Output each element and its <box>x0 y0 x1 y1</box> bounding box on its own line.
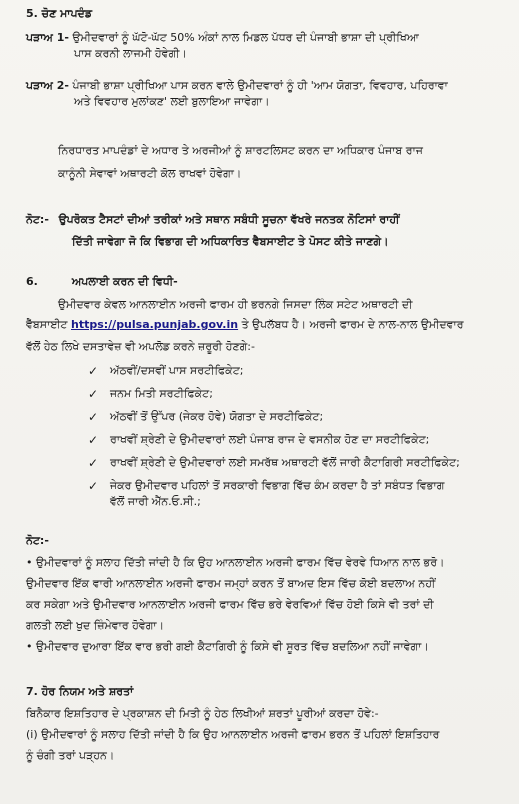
pulsa-website-link[interactable]: https://pulsa.punjab.gov.in <box>70 318 239 331</box>
list-item: ✓ ਰਾਖਵੀਂ ਸ਼੍ਰੇਣੀ ਦੇ ਉਮੀਦਵਾਰਾਂ ਲਈ ਪੰਜਾਬ ਰਾਜ ਦੇ ਵਸਨੀਕ ਹੋਣ ਦਾ ਸਰਟੀਫਿਕੇਟ; <box>88 433 430 447</box>
note-1-line-4: ਗਲਤੀ ਲਈ ਖੁਦ ਜ਼ਿੰਮੇਵਾਰ ਹੋਵੇਗਾ। <box>26 619 164 632</box>
bullet-icon: • <box>26 640 33 653</box>
section-6-title: ਅਪਲਾਈ ਕਰਨ ਦੀ ਵਿਧੀ- <box>71 275 178 288</box>
section-6-note-bullets <box>26 555 503 655</box>
note-line-1: ਉਪਰੋਕਤ ਟੈਸਟਾਂ ਦੀਆਂ ਤਰੀਕਾਂ ਅਤੇ ਸਥਾਨ ਸਬੰਧੀ ਸੂਚਨਾ ਵੱਖਰੇ ਜਨਤਕ ਨੋਟਿਸਾਂ ਰਾਹੀਂ <box>58 213 400 226</box>
documents-list <box>26 363 503 510</box>
list-item: ✓ ਰਾਖਵੀਂ ਸ਼੍ਰੇਣੀ ਦੇ ਉਮੀਦਵਾਰਾਂ ਲਈ ਸਮਰੱਥ ਅਥਾਰਟੀ ਵੱਲੋਂ ਜਾਰੀ ਕੈਟਾਗਿਰੀ ਸਰਟੀਫਿਕੇਟ; <box>88 456 460 470</box>
section-6-body-2 <box>26 317 503 355</box>
section-6-note-label: ਨੋਟ:- <box>26 534 49 547</box>
list-item: ✓ ਅੱਠਵੀਂ ਤੋਂ ਉੱਪਰ (ਜੇਕਰ ਹੋਵੇ) ਯੋਗਤਾ ਦੇ ਸਰਟੀਫਿਕੇਟ; <box>88 410 324 424</box>
section-7-line-2: (i) ਉਮੀਦਵਾਰਾਂ ਨੂੰ ਸਲਾਹ ਦਿੱਤੀ ਜਾਂਦੀ ਹੈ ਕਿ ਉਹ ਆਨਲਾਈਨ ਅਰਜੀ ਫਾਰਮ ਭਰਨ ਤੋਂ ਪਹਿਲਾਂ ਇਸ਼ਤਿਹਾਰ <box>26 728 440 741</box>
stage-1-text-continued: ਪਾਸ ਕਰਨੀ ਲਾਜਮੀ ਹੋਵੇਗੀ। <box>74 47 187 60</box>
section-6-line-1: ਉਮੀਦਵਾਰ ਕੇਵਲ ਆਨਲਾਈਨ ਅਰਜੀ ਫਾਰਮ ਹੀ ਭਰਨਗੇ ਜਿਸਦਾ ਲਿੰਕ ਸਟੇਟ ਅਥਾਰਟੀ ਦੀ <box>58 298 413 311</box>
section-5-title: 5. ਚੋਣ ਮਾਪਦੰਡ <box>26 7 92 20</box>
list-item: ✓ ਜੇਕਰ ਉਮੀਦਵਾਰ ਪਹਿਲਾਂ ਤੋਂ ਸਰਕਾਰੀ ਵਿਭਾਗ ਵਿੱਚ ਕੰਮ ਕਰਦਾ ਹੈ ਤਾਂ ਸਬੰਧਤ ਵਿਭਾਗ ਵੱਲੋਂ ਜਾਰੀ ਐੱਨ.ਓ.ਸੀ.; <box>88 479 445 508</box>
section-6-note <box>26 533 503 549</box>
stage-2-label: ਪੜਾਅ 2- <box>26 79 69 92</box>
list-item: ✓ ਅੱਠਵੀਂ/ਦਸਵੀਂ ਪਾਸ ਸਰਟੀਫਿਕੇਟ; <box>88 364 244 378</box>
section-5-note <box>26 212 503 250</box>
note-line-2: ਦਿੱਤੀ ਜਾਵੇਗਾ ਜੋ ਕਿ ਵਿਭਾਗ ਦੀ ਅਧਿਕਾਰਿਤ ਵੈਬਸਾਈਟ ਤੇ ਪੋਸਟ ਕੀਤੇ ਜਾਣਗੇ। <box>72 235 389 248</box>
stage-1-label: ਪੜਾਅ 1- <box>26 31 69 44</box>
note-1-line-2: ਉਮੀਦਵਾਰ ਇੱਕ ਵਾਰੀ ਆਨਲਾਈਨ ਅਰਜੀ ਫਾਰਮ ਜਮ੍ਹਾਂ ਕਰਨ ਤੋਂ ਬਾਅਦ ਇਸ ਵਿੱਚ ਕੋਈ ਬਦਲਾਅ ਨਹੀਂ <box>26 577 436 590</box>
note-1-line-3: ਕਰ ਸਕੇਗਾ ਅਤੇ ਉਮੀਦਵਾਰ ਆਨਲਾਈਨ ਅਰਜੀ ਫਾਰਮ ਵਿੱਚ ਭਰੇ ਵੇਰਵਿਆਂ ਵਿੱਚ ਹੋਈ ਕਿਸੇ ਵੀ ਤਰਾਂ ਦੀ <box>26 598 434 611</box>
bullet-icon: • <box>26 556 33 569</box>
stage-1 <box>26 30 503 62</box>
checkmark-icon: ✓ <box>88 387 99 401</box>
note-label: ਨੋਟ:- <box>26 213 49 226</box>
section-6-body <box>58 297 503 313</box>
section-6-number: 6. <box>26 275 38 288</box>
section-7-title: 7. ਹੋਰ ਨਿਯਮ ਅਤੇ ਸ਼ਰਤਾਂ <box>26 685 134 698</box>
checkmark-icon: ✓ <box>88 364 99 378</box>
section-7-line-3: ਨੂੰ ਚੰਗੀ ਤਰਾਂ ਪੜ੍ਹਨ। <box>26 749 115 762</box>
section-7 <box>26 684 503 764</box>
list-item-continued: ਵੱਲੋਂ ਜਾਰੀ ਐੱਨ.ਓ.ਸੀ.; <box>110 495 201 508</box>
section-6-line-3: ਵੱਲੋਂ ਹੇਠ ਲਿਖੇ ਦਸਤਾਵੇਜ਼ ਵੀ ਅਪਲੋਡ ਕਰਨੇ ਜ਼ਰੂਰੀ ਹੋਣਗੇ:- <box>26 340 255 353</box>
section-6-website-label: ਵੈੱਬਸਾਈਟ <box>26 318 68 331</box>
stage-1-text: ਉਮੀਦਵਾਰਾਂ ਨੂੰ ਘੱਟੋ-ਘੱਟ 50% ਅੰਕਾਂ ਨਾਲ ਮਿਡਲ ਪੱਧਰ ਦੀ ਪੰਜਾਬੀ ਭਾਸ਼ਾ ਦੀ ਪ੍ਰੀਖਿਆ <box>72 31 419 44</box>
shortlist-paragraph <box>58 143 503 182</box>
section-7-line-1: ਬਿਨੈਕਾਰ ਇਸ਼ਤਿਹਾਰ ਦੇ ਪ੍ਰਕਾਸ਼ਨ ਦੀ ਮਿਤੀ ਨੂੰ ਹੇਠ ਲਿਖੀਆਂ ਸ਼ਰਤਾਂ ਪੂਰੀਆਂ ਕਰਦਾ ਹੋਵੇ:- <box>26 707 379 720</box>
note-1-line-1: ਉਮੀਦਵਾਰਾਂ ਨੂੰ ਸਲਾਹ ਦਿੱਤੀ ਜਾਂਦੀ ਹੈ ਕਿ ਉਹ ਆਨਲਾਈਨ ਅਰਜੀ ਫਾਰਮ ਵਿੱਚ ਵੇਰਵੇ ਧਿਆਨ ਨਾਲ ਭਰੋ। <box>36 556 445 569</box>
checkmark-icon: ✓ <box>88 479 99 493</box>
checkmark-icon: ✓ <box>88 410 99 424</box>
checkmark-icon: ✓ <box>88 433 99 447</box>
section-6-line-2: ਤੇ ਉਪਲੱਬਧ ਹੈ। ਅਰਜੀ ਫਾਰਮ ਦੇ ਨਾਲ-ਨਾਲ ਉਮੀਦਵਾਰ <box>241 318 464 331</box>
list-item: ✓ ਜਨਮ ਮਿਤੀ ਸਰਟੀਫਿਕੇਟ; <box>88 387 213 401</box>
stage-2-text: ਪੰਜਾਬੀ ਭਾਸ਼ਾ ਪ੍ਰੀਖਿਆ ਪਾਸ ਕਰਨ ਵਾਲੇ ਉਮੀਦਵਾਰਾਂ ਨੂੰ ਹੀ 'ਆਮ ਯੋਗਤਾ, ਵਿਵਹਾਰ, ਪਹਿਰਾਵਾ <box>72 79 448 92</box>
stage-2 <box>26 78 503 110</box>
shortlist-line-1: ਨਿਰਧਾਰਤ ਮਾਪਦੰਡਾਂ ਦੇ ਅਧਾਰ ਤੇ ਅਰਜੀਆਂ ਨੂੰ ਸ਼ਾਰਟਲਿਸਟ ਕਰਨ ਦਾ ਅਧਿਕਾਰ ਪੰਜਾਬ ਰਾਜ <box>58 144 423 157</box>
section-6-heading <box>26 274 503 290</box>
shortlist-line-2: ਕਾਨੂੰਨੀ ਸੇਵਾਵਾਂ ਅਥਾਰਟੀ ਕੋਲ ਰਾਖਵਾਂ ਹੋਵੇਗਾ। <box>58 167 242 180</box>
checkmark-icon: ✓ <box>88 456 99 470</box>
note-2: ਉਮੀਦਵਾਰ ਦੁਆਰਾ ਇੱਕ ਵਾਰ ਭਰੀ ਗਈ ਕੈਟਾਗਿਰੀ ਨੂੰ ਕਿਸੇ ਵੀ ਸੂਰਤ ਵਿੱਚ ਬਦਲਿਆ ਨਹੀਂ ਜਾਵੇਗਾ। <box>36 640 429 653</box>
stage-2-text-continued: ਅਤੇ ਵਿਵਹਾਰ ਮੁਲਾਂਕਣ' ਲਈ ਬੁਲਾਇਆ ਜਾਵੇਗਾ। <box>74 95 270 108</box>
section-5 <box>26 6 503 22</box>
